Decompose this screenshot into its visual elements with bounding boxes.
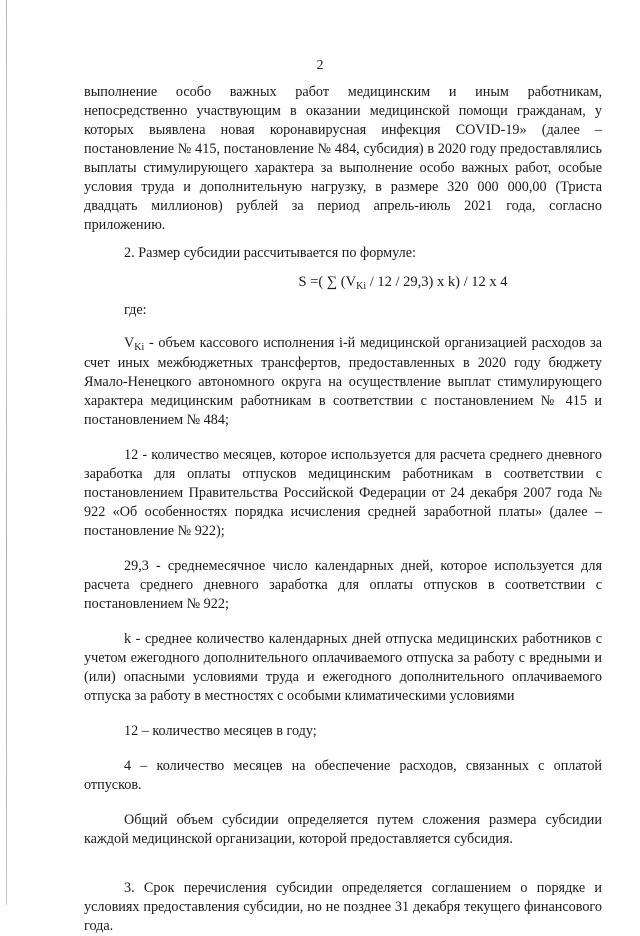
- where-label: где:: [124, 302, 147, 318]
- definition-12-months: 12 - количество месяцев, которое используется для расчета среднего дневного заработка для оплаты отпусков медицинским работникам в соответствии с постановлением Правительства Российской Федерации от 24 декабря 2007 года № 922 «Об особенностях порядка исчисления средней заработной платы» (далее – постановление № 922);: [84, 447, 602, 539]
- page-number: 2: [316, 58, 324, 73]
- vki-subscript: Ki: [134, 342, 145, 353]
- subsidy-formula: [84, 273, 602, 293]
- definition-12-year: 12 – количество месяцев в году;: [124, 723, 317, 739]
- formula-right: / 12 / 29,3) x k) / 12 x 4: [366, 274, 508, 290]
- vki-symbol: V: [124, 335, 135, 351]
- intro-paragraph: выполнение особо важных работ медицинским и иным работникам, непосредственно участвующим в оказании медицинской помощи гражданам, у которых выявлена новая коронавирусная инфекция COVID-19» (далее – постановление № 415, постановление № 484, субсидия) в 2020 году предоставлялись выплаты стимулирующего характера за выполнение особо важных работ, особые условия труда и дополнительную нагрузку, в размере 320 000 000,00 (Триста двадцать миллионов) рублей за период апрель-июль 2021 года, согласно приложению.: [84, 84, 602, 233]
- formula-subscript: Ki: [356, 281, 367, 292]
- scan-edge-line: [6, 0, 7, 905]
- definition-k: k - среднее количество календарных дней отпуска медицинских работников с учетом ежегодного дополнительного оплачиваемого отпуска за работу с вредными и (или) опасными условиями труда и ежегодного дополнительного оплачиваемого отпуска за работу в местностях с особыми климатическими условиями: [84, 631, 602, 704]
- clause-2: 2. Размер субсидии рассчитывается по формуле:: [124, 245, 416, 261]
- total-volume-paragraph: Общий объем субсидии определяется путем сложения размера субсидии каждой медицинской организации, которой предоставляется субсидия.: [84, 812, 602, 847]
- definition-29-3: 29,3 - среднемесячное число календарных дней, которое используется для расчета среднего дневного заработка для оплаты отпусков в соответствии с постановлением № 922;: [84, 558, 602, 612]
- definition-4: 4 – количество месяцев на обеспечение расходов, связанных с оплатой отпусков.: [84, 758, 602, 793]
- vki-text: - объем кассового исполнения i-й медицинской организацией расходов за счет иных межбюджетных трансфертов, предоставленных в 2020 году бюджету Ямало-Ненецкого автономного округа на осуществление выплат стимулирующего характера медицинским работникам в соответствии с постановлением № 415 и постановлением № 484;: [84, 335, 602, 428]
- formula-left: S =( ∑ (V: [298, 274, 357, 290]
- document-body: [84, 83, 602, 936]
- clause-3: 3. Срок перечисления субсидии определяется соглашением о порядке и условиях предоставления субсидии, но не позднее 31 декабря текущего финансового года.: [84, 880, 602, 934]
- definition-vki: [84, 334, 602, 430]
